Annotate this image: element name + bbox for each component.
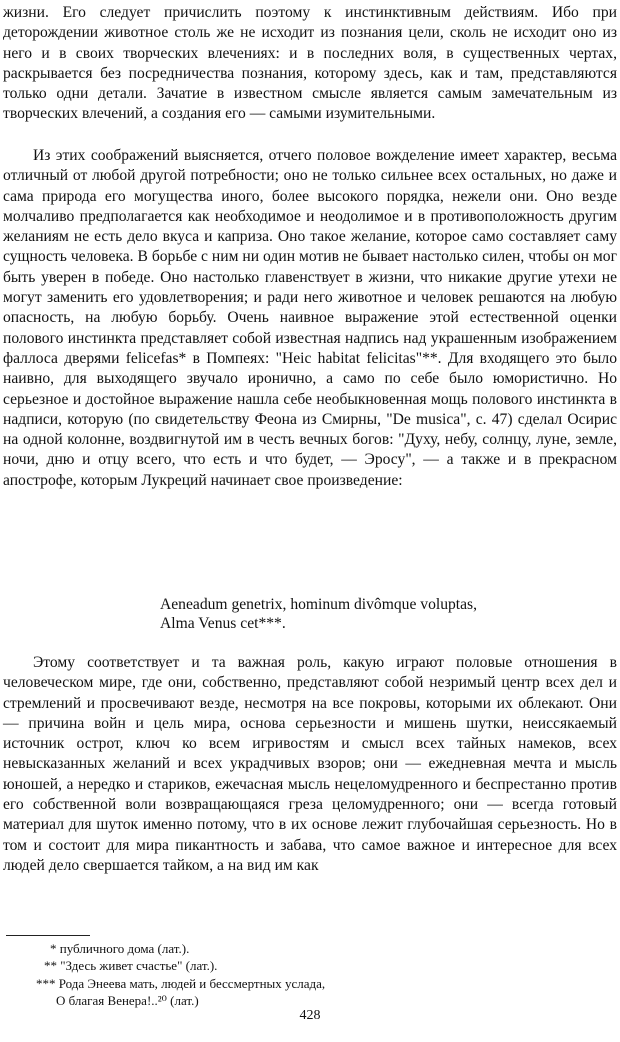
paragraph-continuation: жизни. Его следует причислить поэтому к инстинктивным действиям. Ибо при деторождении животное столь же не исходит из познания цели, сколь не исходит оно из него и в своих творческих влечениях: и в последних воля, в существенных чертах, раскрывается без посредничества познания, которому здесь, как и там, представляются только одни детали. Зачатие в известном смысле является самым замечательным из творческих влечений, а создания его — самыми изумительными. (3, 4, 617, 123)
footnote-2: ** "Здесь живет счастье" (лат.). (44, 958, 218, 974)
quote-line: Alma Venus cet***. (160, 614, 286, 632)
page-number: 428 (299, 1008, 321, 1023)
footnote-3-continuation: О благая Венера!..²⁰ (лат.) (56, 992, 199, 1008)
quote-line: Aeneadum genetrix, hominum divômque voluptas, (160, 596, 478, 613)
footnote-3: *** Рода Энеева мать, людей и бессмертных услада, (36, 975, 326, 991)
latin-quotation (160, 596, 600, 633)
paragraph-sexual-desire: Из этих соображений выясняется, отчего половое вожделение имеет характер, весьма отличный от любой другой потребности; оно не только сильнее всех остальных, но даже и сама природа его могущества иного, более высокого порядка, нежели они. Оно везде молчаливо предполагается как необходимое и неодолимое и в противоположность другим желаниям не есть дело вкуса и каприза. Оно такое желание, которое само составляет саму сущность человека. В борьбе с ним ни один мотив не бывает настолько силен, чтобы он мог быть уверен в победе. Оно настолько главенствует в жизни, что никакие другие утехи не могут заменить его удовлетворения; и ради него животное и человек решаются на любую опасность, на любую борьбу. Очень наивное выражение этой естественной оценки полового инстинкта представляет собой известная надпись над украшенным изображением фаллоса дверями felicefas* в Помпеях: "Heic habitat felicitas"**. Для входящего это было наивно, для выходящего звучало иронично, а само по себе было юмористично. Но серьезное и достойное выражение нашла себе необыкновенная мощь полового инстинкта в надписи, которую (по свидетельству Феона из Смирны, "De musica", с. 47) сделал Осирис на одной колонне, воздвигнутой им в честь вечных богов: "Духу, небу, солнцу, луне, земле, ночи, дню и отцу всего, что есть и что будет, — Эросу", — а также и в прекрасном апострофе, которым Лукреций начинает свое произведение: (3, 147, 617, 489)
footnote-divider (6, 935, 90, 936)
footnote-1: * публичного дома (лат.). (50, 941, 190, 956)
footnotes (16, 940, 606, 1009)
paragraph-role-of-relations: Этому соответствует и та важная роль, какую играют половые отношения в человеческом мире, где они, собственно, представляют собой незримый центр всех дел и стремлений и просвечивают везде, несмотря на все покровы, которыми их облекают. Они — причина войн и цель мира, основа серьезности и мишень шутки, неиссякаемый источник острот, ключ ко всем игривостям и смысл всех тайных намеков, всех невысказанных желаний и всех украдчивых взоров; они — ежедневная мечта и мысль юношей, а нередко и стариков, ежечасная мысль нецеломудренного и беспрестанно против его собственной воли возвращающаяся греза целомудренного; они — всегда готовый материал для шуток именно потому, что в их основе лежит глубочайшая серьезность. Но в том и состоит для мира пикантность и забава, что самое важное и интересное для всех людей дело свершается тайком, а на вид им как (3, 654, 617, 874)
